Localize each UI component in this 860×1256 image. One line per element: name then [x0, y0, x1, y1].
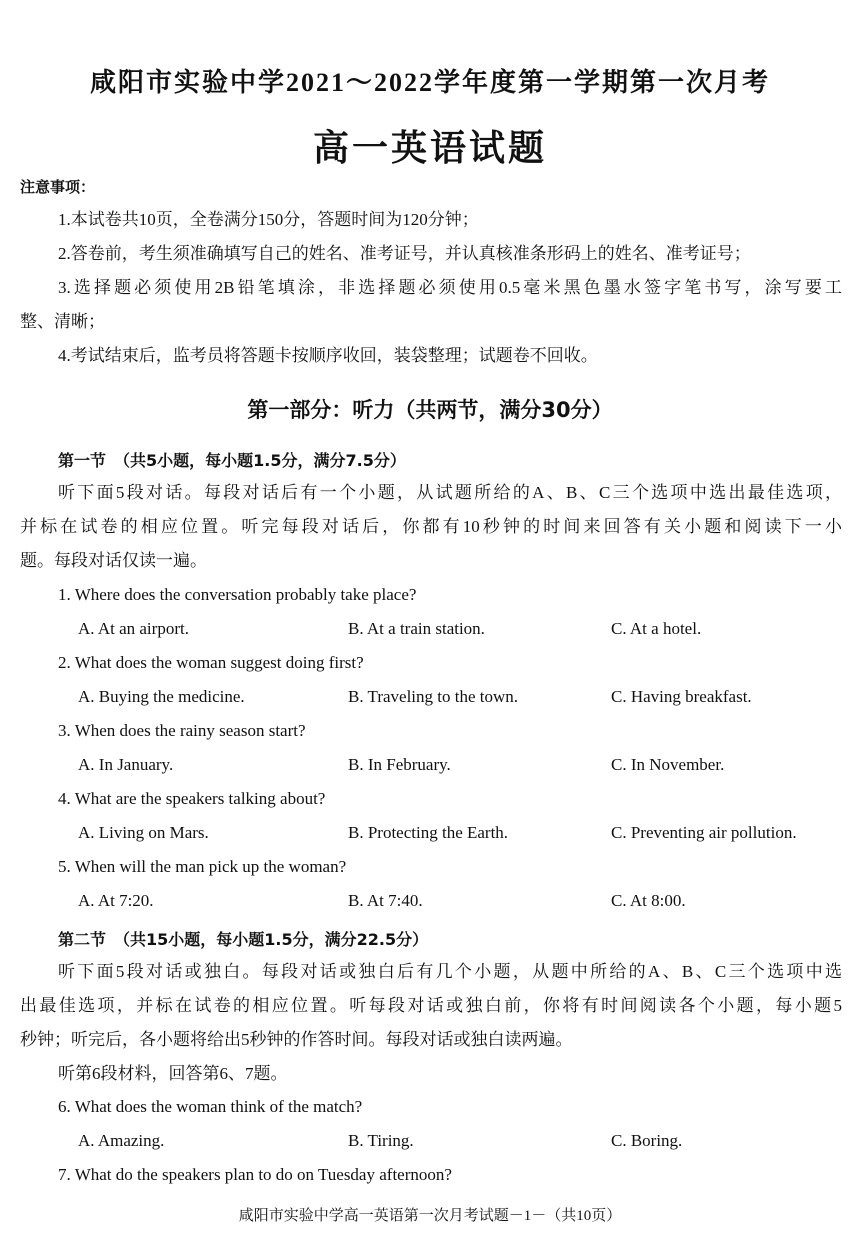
page-title: 高一英语试题 — [312, 128, 547, 169]
notice-heading: 注意事项： — [20, 178, 96, 196]
question-1-option-c: C. At a hotel. — [611, 619, 702, 638]
exam-header-title: 咸阳市实验中学2021～2022学年度第一学期第一次月考 — [89, 68, 770, 97]
question-4-option-a: A. Living on Mars. — [78, 823, 209, 842]
question-5-option-b: B. At 7:40. — [348, 891, 423, 910]
question-2-option-b: B. Traveling to the town. — [348, 687, 519, 706]
question-3-option-b: B. In February. — [348, 755, 451, 774]
question-6-option-c: C. Boring. — [611, 1131, 683, 1150]
notice-item-3-cont: 整、清晰； — [20, 312, 105, 331]
question-3-option-c: C. In November. — [611, 755, 725, 774]
section2-instructions-3: 秒钟；听完后，各小题将给出5秒钟的作答时间。每段对话或独白读两遍。 — [20, 1030, 573, 1049]
question-4-option-c: C. Preventing air pollution. — [611, 823, 797, 842]
material-6-label: 听第6段材料，回答第6、7题。 — [58, 1064, 288, 1083]
notice-item-1: 1.本试卷共10页，全卷满分150分，答题时间为120分钟； — [58, 210, 479, 229]
notice-item-2: 2.答卷前，考生须准确填写自己的姓名、准考证号，并认真核准条形码上的姓名、准考证号； — [58, 244, 751, 263]
question-6: 6. What does the woman think of the match? — [58, 1097, 363, 1116]
question-4-option-b: B. Protecting the Earth. — [348, 823, 509, 842]
question-5-option-c: C. At 8:00. — [611, 891, 686, 910]
section2-instructions-1: 听下面5段对话或独白。每段对话或独白后有几个小题，从题中所给的A、B、C三个选项中选 — [58, 962, 842, 981]
section2-heading: 第二节 （共15小题，每小题1.5分，满分22.5分） — [58, 930, 429, 949]
question-1-option-b: B. At a train station. — [348, 619, 485, 638]
question-7: 7. What do the speakers plan to do on Tuesday afternoon? — [58, 1165, 452, 1184]
question-2-option-a: A. Buying the medicine. — [78, 687, 245, 706]
notice-item-4: 4.考试结束后，监考员将答题卡按顺序收回，装袋整理；试题卷不回收。 — [58, 346, 598, 365]
question-6-option-b: B. Tiring. — [348, 1131, 414, 1150]
page-footer: 咸阳市实验中学高一英语第一次月考试题－1－（共10页） — [238, 1208, 622, 1224]
section1-instructions-1: 听下面5段对话。每段对话后有一个小题，从试题所给的A、B、C三个选项中选出最佳选项， — [58, 483, 842, 502]
notice-item-3: 3.选择题必须使用2B铅笔填涂，非选择题必须使用0.5毫米黑色墨水签字笔书写，涂写要工 — [58, 278, 842, 297]
question-3-option-a: A. In January. — [78, 755, 174, 774]
question-5: 5. When will the man pick up the woman? — [58, 857, 347, 876]
question-1-option-a: A. At an airport. — [78, 619, 189, 638]
section1-heading: 第一节 （共5小题，每小题1.5分，满分7.5分） — [58, 451, 406, 470]
section1-instructions-2: 并标在试卷的相应位置。听完每段对话后，你都有10秒钟的时间来回答有关小题和阅读下一小 — [20, 517, 842, 536]
question-6-option-a: A. Amazing. — [78, 1131, 165, 1150]
question-4: 4. What are the speakers talking about? — [58, 789, 326, 808]
section1-instructions-3: 题。每段对话仅读一遍。 — [20, 551, 207, 570]
question-1: 1. Where does the conversation probably take place? — [58, 585, 417, 604]
question-2: 2. What does the woman suggest doing first? — [58, 653, 364, 672]
section2-instructions-2: 出最佳选项，并标在试卷的相应位置。听每段对话或独白前，你将有时间阅读各个小题，每小题5 — [20, 996, 842, 1015]
question-5-option-a: A. At 7:20. — [78, 891, 154, 910]
question-3: 3. When does the rainy season start? — [58, 721, 306, 740]
question-2-option-c: C. Having breakfast. — [611, 687, 752, 706]
part1-title: 第一部分：听力（共两节，满分30分） — [247, 398, 613, 422]
